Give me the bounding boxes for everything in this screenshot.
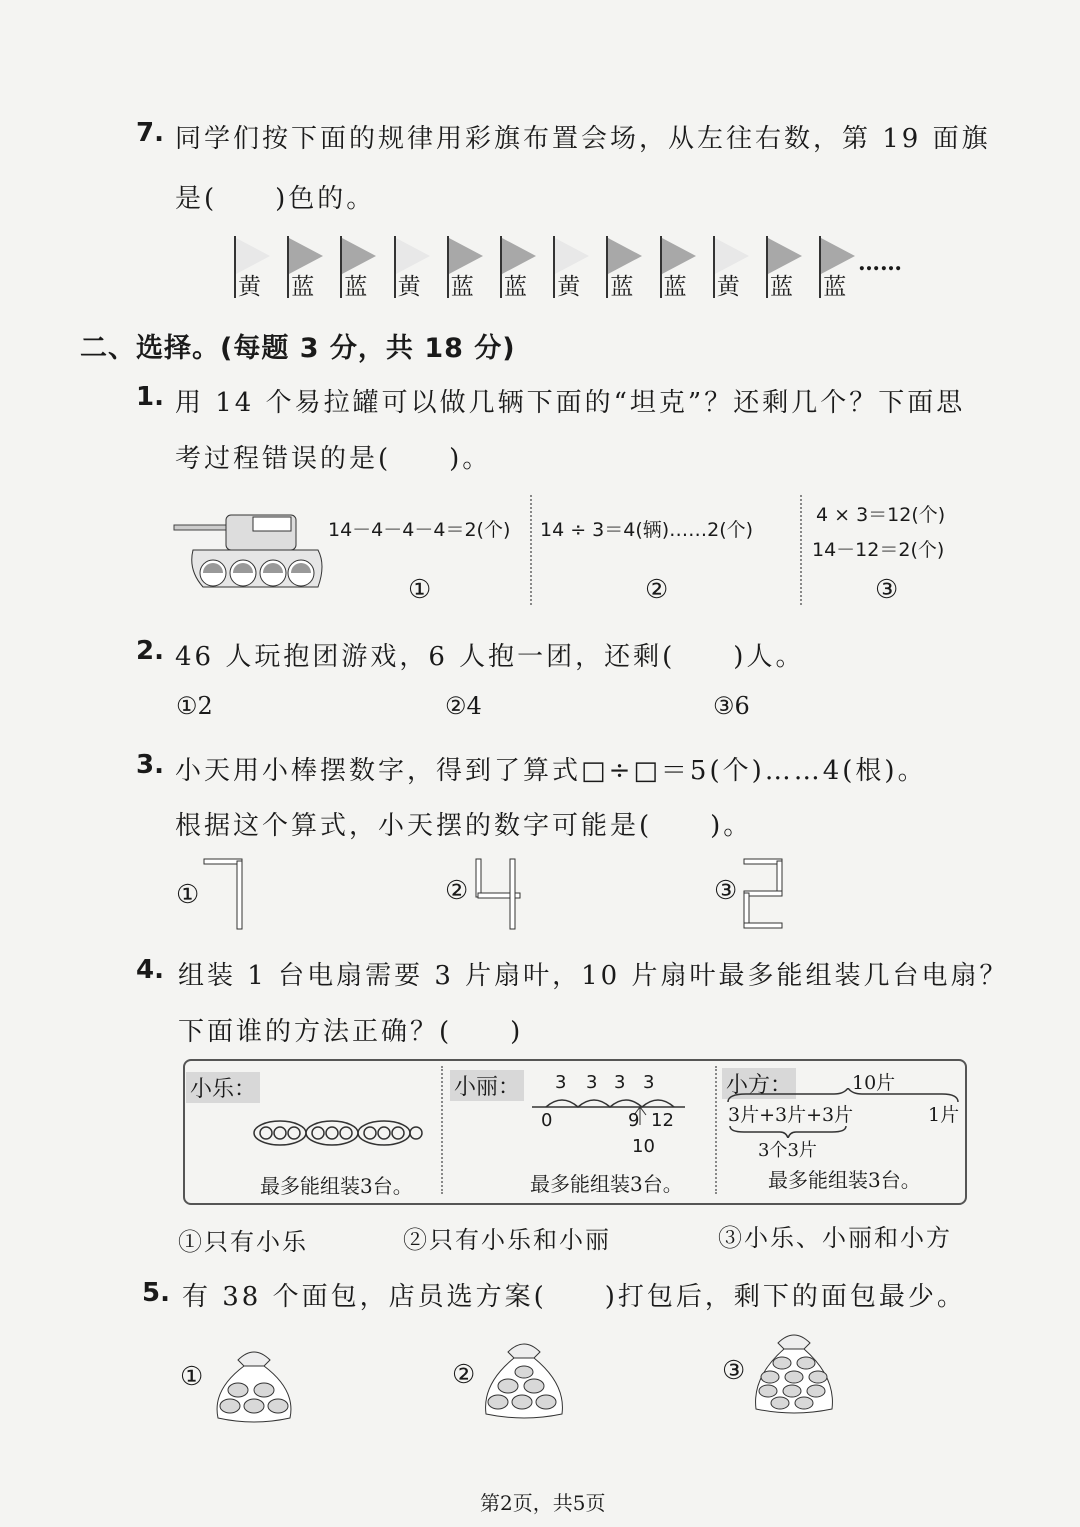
- method1-mark: ①: [408, 575, 432, 605]
- panel-xiaofang-conclusion: 最多能组装3台。: [768, 1168, 921, 1192]
- q2-option-1[interactable]: ①2: [176, 692, 213, 720]
- q2-option-2[interactable]: ②4: [445, 692, 482, 720]
- flag-label: 黄: [716, 274, 740, 300]
- panel-xiaofang-name: 小方：: [722, 1068, 796, 1099]
- q4-option-2[interactable]: ②只有小乐和小丽: [403, 1226, 611, 1254]
- q2-number: 2.: [136, 636, 164, 666]
- flag-ellipsis: ……: [858, 250, 902, 276]
- flag-label: 蓝: [504, 274, 527, 300]
- bread-bag-3: [748, 1325, 840, 1417]
- q5-number: 5.: [142, 1278, 170, 1308]
- tick-0: 0: [541, 1110, 553, 1131]
- grouped-circles: [252, 1115, 424, 1151]
- tick-9: 9: [628, 1110, 640, 1131]
- remaining-blades: 1片: [928, 1104, 960, 1126]
- matchstick-two: [740, 855, 790, 933]
- q4-option-3[interactable]: ③小乐、小丽和小方: [718, 1224, 952, 1252]
- method3-line2: 14－12＝2(个): [812, 539, 945, 561]
- matchstick-seven: [200, 855, 250, 933]
- flag: [819, 236, 861, 298]
- q3-mark-3[interactable]: ③: [714, 876, 738, 906]
- tick-10: 10: [632, 1136, 655, 1157]
- flag: [500, 236, 542, 298]
- flag-label: 黄: [397, 274, 421, 300]
- jump-4: 3: [643, 1072, 655, 1093]
- page-number: 第2页，共5页: [480, 1491, 606, 1515]
- q3-text-line1: 小天用小棒摆数字，得到了算式□÷□＝5(个)……4(根)。: [175, 756, 927, 786]
- total-blades: 10片: [852, 1072, 896, 1094]
- flag: [340, 236, 382, 298]
- flag-label: 蓝: [291, 274, 315, 300]
- q1-number: 1.: [136, 382, 164, 412]
- panel-xiaoli-name: 小丽：: [450, 1070, 524, 1101]
- panel-xiaole-conclusion: 最多能组装3台。: [260, 1174, 413, 1198]
- method-divider: [530, 495, 532, 605]
- q7-text-line2: 是( )色的。: [175, 184, 376, 214]
- flag-label: 蓝: [663, 274, 687, 300]
- flag: [447, 236, 489, 298]
- jump-3: 3: [614, 1072, 626, 1093]
- bread-bag-1: [208, 1340, 300, 1425]
- flag-label: 蓝: [450, 274, 474, 300]
- flag: [606, 236, 648, 298]
- bread-bag-2: [478, 1332, 570, 1422]
- q3-mark-1[interactable]: ①: [176, 880, 200, 910]
- q2-text: 46 人玩抱团游戏，6 人抱一团，还剩( )人。: [175, 642, 805, 672]
- panel-divider: [715, 1066, 717, 1194]
- q5-mark-2[interactable]: ②: [452, 1360, 476, 1390]
- q7-number: 7.: [136, 118, 164, 148]
- matchstick-four: [472, 855, 527, 933]
- panel-divider: [441, 1066, 443, 1194]
- flag: [660, 236, 702, 298]
- flag: [287, 236, 329, 298]
- method3-mark: ③: [875, 575, 899, 605]
- method-divider: [800, 495, 802, 605]
- flag-label: 蓝: [770, 274, 793, 300]
- flag: [766, 236, 808, 298]
- q3-number: 3.: [136, 750, 164, 780]
- q4-option-1[interactable]: ①只有小乐: [178, 1228, 308, 1256]
- method2-mark: ②: [645, 575, 669, 605]
- flag-label: 蓝: [823, 274, 847, 300]
- tank-illustration: [168, 505, 328, 600]
- q4-text-line2: 下面谁的方法正确？( ): [178, 1017, 524, 1047]
- q3-text-line2: 根据这个算式，小天摆的数字可能是( )。: [175, 811, 753, 841]
- section-title: 二、选择。(每题 3 分，共 18 分): [80, 333, 516, 364]
- q4-number: 4.: [136, 955, 164, 985]
- panel-xiaoli-conclusion: 最多能组装3台。: [530, 1172, 683, 1196]
- flag-label: 黄: [238, 274, 261, 300]
- q7-text-line1: 同学们按下面的规律用彩旗布置会场，从左往右数，第 19 面旗: [175, 124, 991, 154]
- q5-mark-1[interactable]: ①: [180, 1362, 204, 1392]
- panel-xiaole-name: 小乐：: [186, 1072, 260, 1103]
- q4-text-line1: 组装 1 台电扇需要 3 片扇叶，10 片扇叶最多能组装几台电扇？: [178, 961, 1009, 991]
- q1-text-line1: 用 14 个易拉罐可以做几辆下面的“坦克”？还剩几个？下面思: [175, 388, 966, 418]
- flag-label: 蓝: [610, 274, 634, 300]
- q3-mark-2[interactable]: ②: [445, 876, 469, 906]
- q1-text-line2: 考过程错误的是( )。: [175, 444, 492, 474]
- flag: [394, 236, 436, 298]
- jump-1: 3: [555, 1072, 567, 1093]
- flag: [553, 236, 595, 298]
- q2-option-3[interactable]: ③6: [713, 692, 750, 720]
- flag-label: 蓝: [344, 274, 368, 300]
- q5-mark-3[interactable]: ③: [722, 1356, 746, 1386]
- sum-text: 3片+3片+3片: [728, 1104, 854, 1126]
- method3-line1: 4 × 3＝12(个): [816, 504, 946, 526]
- method1-line1: 14－4－4－4＝2(个): [328, 519, 511, 541]
- groups-text: 3个3片: [758, 1140, 817, 1161]
- jump-2: 3: [586, 1072, 598, 1093]
- flag: [713, 236, 755, 298]
- tick-12: 12: [651, 1110, 674, 1131]
- method2-line1: 14 ÷ 3＝4(辆)……2(个): [540, 519, 754, 541]
- flag: [234, 236, 276, 298]
- q5-text: 有 38 个面包，店员选方案( )打包后，剩下的面包最少。: [182, 1282, 966, 1312]
- flag-label: 黄: [557, 274, 581, 300]
